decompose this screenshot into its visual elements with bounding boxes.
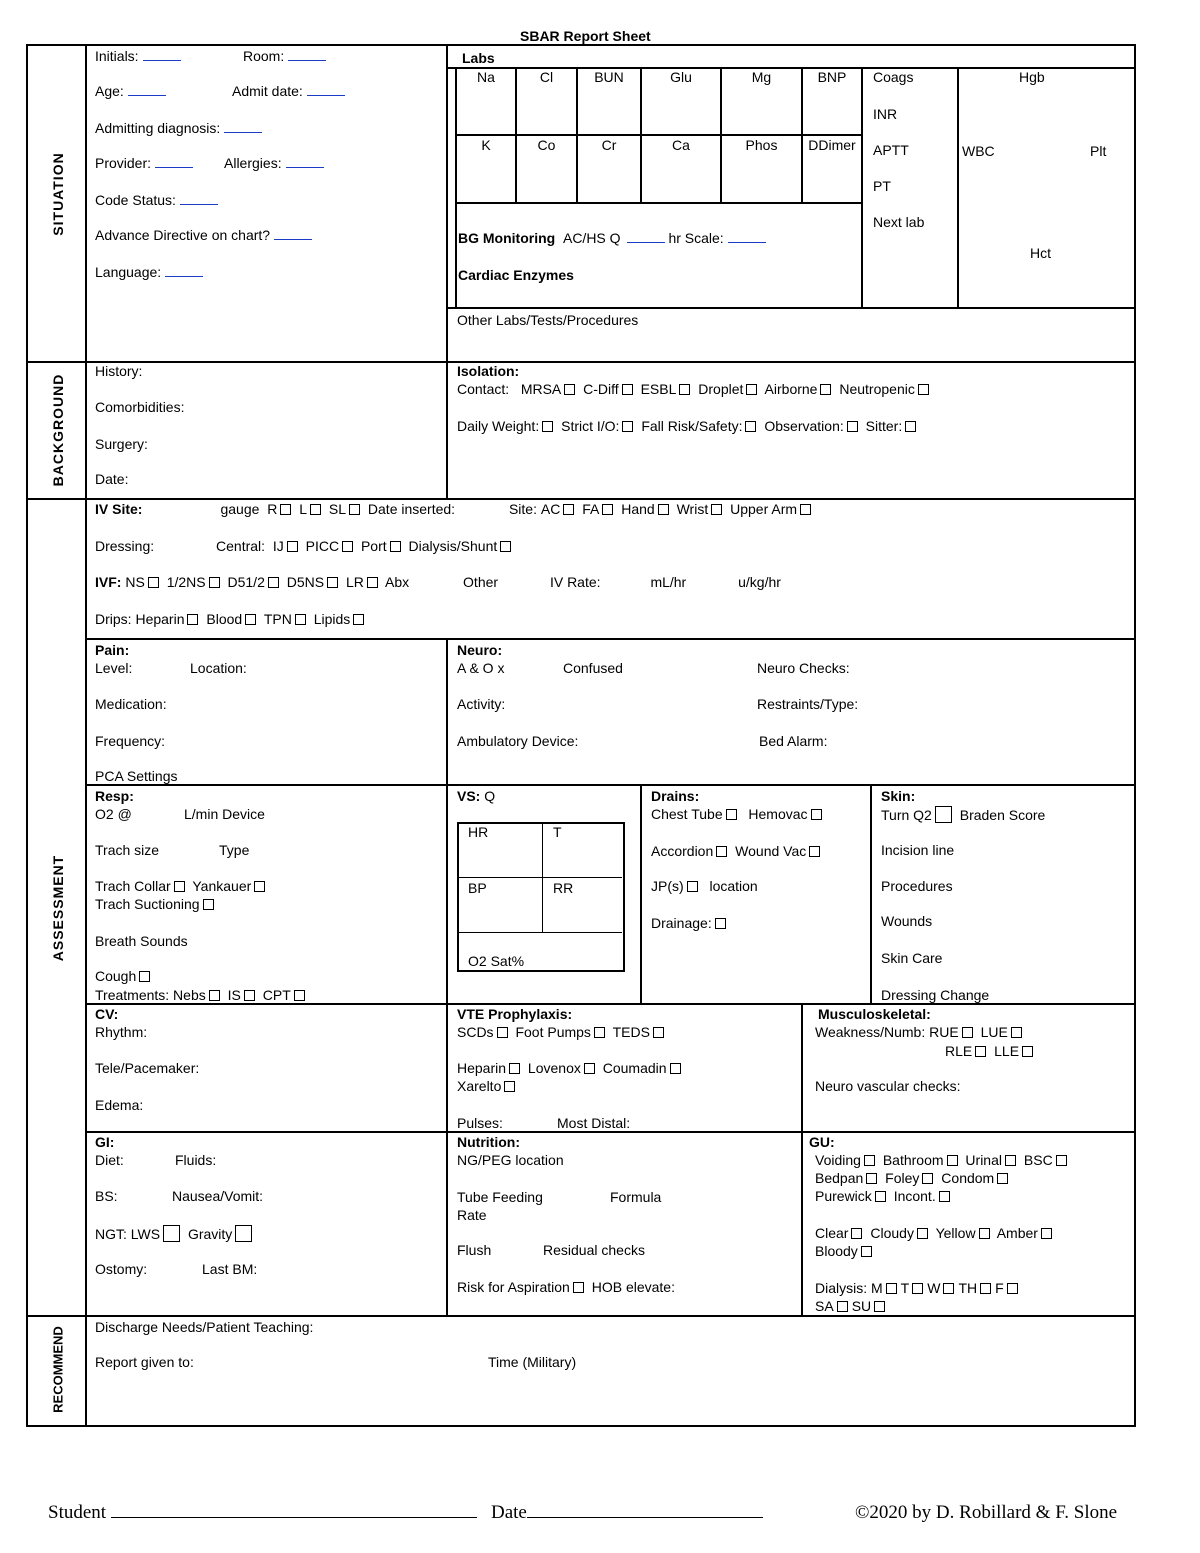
gu-row1: Voiding Bathroom Urinal BSC	[815, 1152, 1071, 1168]
checkbox[interactable]	[327, 577, 338, 588]
vte-title: VTE Prophylaxis:	[457, 1006, 573, 1022]
checkbox[interactable]	[1041, 1228, 1052, 1239]
cv-title: CV:	[95, 1006, 119, 1022]
lab-co: Co	[537, 137, 556, 153]
checkbox[interactable]	[245, 614, 256, 625]
care-row: Daily Weight: Strict I/O: Fall Risk/Safety: Observation: Sitter:	[457, 418, 920, 434]
lab-pt: PT	[873, 178, 891, 194]
checkbox[interactable]	[886, 1283, 897, 1294]
pain-location: Location:	[190, 660, 247, 676]
resp-collar-row: Trach Collar Yankauer	[95, 878, 269, 894]
checkbox[interactable]	[866, 1173, 877, 1184]
admit-date-field[interactable]: Admit date:	[232, 83, 345, 99]
cardiac-enzymes: Cardiac Enzymes	[458, 267, 574, 283]
vs-rr: RR	[553, 880, 574, 896]
lab-mg: Mg	[751, 69, 772, 85]
lab-ddimer: DDimer	[808, 137, 856, 153]
vte-pulses: Pulses:	[457, 1115, 503, 1131]
vs-bp: BP	[468, 880, 487, 896]
checkbox[interactable]	[174, 881, 185, 892]
comorbidities-label: Comorbidities:	[95, 399, 185, 415]
checkbox[interactable]	[573, 1282, 584, 1293]
gu-row2: Bedpan Foley Condom	[815, 1170, 1012, 1186]
checkbox[interactable]	[809, 846, 820, 857]
gi-bs: BS:	[95, 1188, 118, 1204]
section-label-assessment: ASSESSMENT	[50, 854, 66, 962]
checkbox[interactable]	[847, 421, 858, 432]
musculo-nv-checks: Neuro vascular checks:	[815, 1078, 961, 1094]
checkbox[interactable]	[837, 1301, 848, 1312]
gi-fluids: Fluids:	[175, 1152, 217, 1168]
drains-title: Drains:	[651, 788, 700, 804]
student-field[interactable]: Student	[48, 1502, 477, 1524]
checkbox[interactable]	[367, 577, 378, 588]
gu-row7: SA SU	[815, 1298, 889, 1314]
pain-level: Level:	[95, 660, 133, 676]
neuro-bed-alarm: Bed Alarm:	[759, 733, 828, 749]
checkbox[interactable]	[1011, 1027, 1022, 1038]
gi-last-bm: Last BM:	[202, 1261, 258, 1277]
gi-title: GI:	[95, 1134, 115, 1150]
skin-incision: Incision line	[881, 842, 955, 858]
checkbox[interactable]	[745, 421, 756, 432]
lab-aptt: APTT	[873, 142, 909, 158]
checkbox[interactable]	[912, 1283, 923, 1294]
nutrition-title: Nutrition:	[457, 1134, 520, 1150]
nutrition-formula: Formula	[610, 1189, 662, 1205]
date-field[interactable]: Date	[491, 1502, 763, 1524]
lab-phos: Phos	[745, 137, 778, 153]
musculo-row1: Weakness/Numb: RUE LUE	[815, 1024, 1026, 1040]
checkbox[interactable]	[504, 1081, 515, 1092]
checkbox[interactable]	[811, 809, 822, 820]
vte-most-distal: Most Distal:	[557, 1115, 631, 1131]
skin-care: Skin Care	[881, 950, 943, 966]
vte-row2: Heparin Lovenox Coumadin	[457, 1060, 685, 1076]
dressing-row: Dressing: Central: IJ PICC Port Dialysis/Shunt	[95, 538, 515, 554]
report-given-to: Report given to:	[95, 1354, 194, 1370]
checkbox[interactable]	[563, 504, 574, 515]
drains-row3: JP(s) location	[651, 878, 758, 894]
checkbox[interactable]	[875, 1191, 886, 1202]
checkbox[interactable]	[711, 504, 722, 515]
isolation-row: Contact: MRSA C-Diff ESBL Droplet Airborne Neutropenic	[457, 381, 933, 397]
section-label-situation: SITUATION	[50, 152, 66, 236]
iv-site-row: IV Site: gauge R L SL Date inserted: Site: AC FA Hand Wrist Upper Arm	[95, 501, 815, 517]
checkbox[interactable]	[820, 384, 831, 395]
pain-frequency: Frequency:	[95, 733, 166, 749]
neuro-checks: Neuro Checks:	[757, 660, 850, 676]
checkbox[interactable]	[310, 504, 321, 515]
vs-box	[457, 822, 625, 972]
section-label-background: BACKGROUND	[50, 373, 66, 487]
checkbox[interactable]	[746, 384, 757, 395]
cv-rhythm: Rhythm:	[95, 1024, 148, 1040]
checkbox[interactable]	[670, 1063, 681, 1074]
labs-title: Labs	[462, 50, 495, 66]
checkbox[interactable]	[209, 577, 220, 588]
gu-row4: Clear Cloudy Yellow Amber	[815, 1225, 1056, 1241]
checkbox[interactable]	[349, 504, 360, 515]
checkbox[interactable]	[203, 899, 214, 910]
checkbox[interactable]	[1005, 1155, 1016, 1166]
other-labs: Other Labs/Tests/Procedures	[457, 312, 639, 328]
checkbox[interactable]	[917, 1228, 928, 1239]
vte-row3: Xarelto	[457, 1078, 519, 1094]
checkbox[interactable]	[918, 384, 929, 395]
checkbox[interactable]	[874, 1301, 885, 1312]
gi-nausea: Nausea/Vomit:	[172, 1188, 264, 1204]
code-status-field[interactable]: Code Status:	[95, 192, 218, 208]
gi-ostomy: Ostomy:	[95, 1261, 148, 1277]
checkbox[interactable]	[209, 990, 220, 1001]
neuro-title: Neuro:	[457, 642, 503, 658]
checkbox[interactable]	[979, 1228, 990, 1239]
resp-lmin: L/min Device	[184, 806, 265, 822]
checkbox[interactable]	[658, 504, 669, 515]
gu-title: GU:	[809, 1134, 835, 1150]
checkbox[interactable]	[1007, 1283, 1018, 1294]
lab-glu: Glu	[670, 69, 692, 85]
musculo-row2: RLE LLE	[945, 1043, 1037, 1059]
initials-field[interactable]: Initials:	[95, 48, 181, 64]
drains-row4: Drainage:	[651, 915, 730, 931]
checkbox[interactable]	[905, 421, 916, 432]
checkbox[interactable]	[390, 541, 401, 552]
lab-ca: Ca	[672, 137, 690, 153]
resp-breath-sounds: Breath Sounds	[95, 933, 188, 949]
checkbox[interactable]	[342, 541, 353, 552]
checkbox[interactable]	[922, 1173, 933, 1184]
vte-row1: SCDs Foot Pumps TEDS	[457, 1024, 668, 1040]
skin-procedures: Procedures	[881, 878, 953, 894]
checkbox[interactable]	[622, 384, 633, 395]
checkbox[interactable]	[962, 1027, 973, 1038]
checkbox[interactable]	[726, 809, 737, 820]
lab-k: K	[481, 137, 491, 153]
checkbox[interactable]	[715, 918, 726, 929]
lab-cr: Cr	[601, 137, 617, 153]
allergies-field[interactable]: Allergies:	[224, 155, 324, 171]
checkbox[interactable]	[653, 1027, 664, 1038]
date-label: Date:	[95, 471, 129, 487]
age-field[interactable]: Age:	[95, 83, 166, 99]
nutrition-ngpeg: NG/PEG location	[457, 1152, 564, 1168]
checkbox[interactable]	[1022, 1046, 1033, 1057]
checkbox[interactable]	[280, 504, 291, 515]
lab-na: Na	[477, 69, 495, 85]
language-field[interactable]: Language:	[95, 264, 203, 280]
resp-cough-row: Cough	[95, 968, 154, 984]
checkbox[interactable]	[622, 421, 633, 432]
section-label-recommend: RECOMMEND	[50, 1326, 66, 1413]
resp-suction-row: Trach Suctioning	[95, 896, 218, 912]
checkbox[interactable]	[353, 614, 364, 625]
lab-inr: INR	[873, 106, 898, 122]
provider-field[interactable]: Provider:	[95, 155, 193, 171]
neuro-aox: A & O x	[457, 660, 505, 676]
checkbox[interactable]	[980, 1283, 991, 1294]
resp-o2: O2 @	[95, 806, 132, 822]
lab-coags: Coags	[873, 69, 914, 85]
resp-trach-size: Trach size	[95, 842, 160, 858]
checkbox[interactable]	[187, 614, 198, 625]
isolation-title: Isolation:	[457, 363, 520, 379]
checkbox[interactable]	[244, 990, 255, 1001]
bg-monitoring[interactable]: BG Monitoring AC/HS Q hr Scale:	[458, 230, 766, 246]
musculo-title: Musculoskeletal:	[818, 1006, 931, 1022]
checkbox[interactable]	[861, 1246, 872, 1257]
checkbox[interactable]	[1056, 1155, 1067, 1166]
checkbox[interactable]	[148, 577, 159, 588]
checkbox[interactable]	[939, 1191, 950, 1202]
checkbox[interactable]	[800, 504, 811, 515]
checkbox[interactable]	[679, 384, 690, 395]
pain-medication: Medication:	[95, 696, 167, 712]
report-time: Time (Military)	[488, 1354, 577, 1370]
checkbox[interactable]	[235, 1225, 252, 1242]
skin-wounds: Wounds	[881, 913, 933, 929]
pca-settings: PCA Settings	[95, 768, 178, 784]
gu-row3: Purewick Incont.	[815, 1188, 954, 1204]
lab-wbc: WBC	[962, 143, 995, 159]
room-field[interactable]: Room:	[243, 48, 326, 64]
checkbox[interactable]	[943, 1283, 954, 1294]
nutrition-risk-row: Risk for Aspiration HOB elevate:	[457, 1279, 675, 1295]
checkbox[interactable]	[139, 971, 150, 982]
checkbox[interactable]	[947, 1155, 958, 1166]
nutrition-rate: Rate	[457, 1207, 487, 1223]
checkbox[interactable]	[975, 1046, 986, 1057]
vs-title: VS: Q	[457, 788, 496, 804]
checkbox[interactable]	[287, 541, 298, 552]
vs-t: T	[553, 824, 562, 840]
checkbox[interactable]	[687, 881, 698, 892]
checkbox[interactable]	[294, 990, 305, 1001]
lab-bun: BUN	[594, 69, 624, 85]
neuro-restraints: Restraints/Type:	[757, 696, 859, 712]
drains-row1: Chest Tube Hemovac	[651, 806, 826, 822]
nutrition-residual: Residual checks	[543, 1242, 645, 1258]
nutrition-tube-feeding: Tube Feeding	[457, 1189, 543, 1205]
lab-hgb: Hgb	[1019, 69, 1045, 85]
gi-diet: Diet:	[95, 1152, 124, 1168]
checkbox[interactable]	[594, 1027, 605, 1038]
vs-hr: HR	[468, 824, 489, 840]
checkbox[interactable]	[864, 1155, 875, 1166]
checkbox[interactable]	[254, 881, 265, 892]
checkbox[interactable]	[500, 541, 511, 552]
neuro-activity: Activity:	[457, 696, 506, 712]
skin-turn-row: Turn Q2 Braden Score	[881, 807, 1046, 823]
lab-bnp: BNP	[817, 69, 847, 85]
ivf-row: IVF: NS 1/2NS D51/2 D5NS LR Abx Other IV Rate: mL/hr u/kg/hr	[95, 574, 781, 590]
checkbox[interactable]	[163, 1225, 180, 1242]
lab-plt: Plt	[1090, 143, 1107, 159]
cv-tele: Tele/Pacemaker:	[95, 1060, 200, 1076]
lab-hct: Hct	[1030, 245, 1051, 261]
gi-ngt-row: NGT: LWS Gravity	[95, 1225, 256, 1242]
nutrition-flush: Flush	[457, 1242, 492, 1258]
page-title: SBAR Report Sheet	[520, 28, 651, 44]
cv-edema: Edema:	[95, 1097, 144, 1113]
checkbox[interactable]	[716, 846, 727, 857]
resp-type: Type	[219, 842, 250, 858]
lab-next: Next lab	[873, 214, 925, 230]
drains-row2: Accordion Wound Vac	[651, 843, 824, 859]
discharge-needs: Discharge Needs/Patient Teaching:	[95, 1319, 314, 1335]
surgery-label: Surgery:	[95, 436, 148, 452]
checkbox[interactable]	[497, 1027, 508, 1038]
checkbox[interactable]	[564, 384, 575, 395]
checkbox[interactable]	[935, 806, 952, 823]
admitting-diagnosis-field[interactable]: Admitting diagnosis:	[95, 120, 262, 136]
copyright: ©2020 by D. Robillard & F. Slone	[855, 1502, 1118, 1523]
checkbox[interactable]	[509, 1063, 520, 1074]
lab-cl: Cl	[539, 69, 554, 85]
resp-treatments-row: Treatments: Nebs IS CPT	[95, 987, 309, 1003]
gu-row6: Dialysis: M T W TH F	[815, 1280, 1022, 1296]
checkbox[interactable]	[584, 1063, 595, 1074]
neuro-ambulatory: Ambulatory Device:	[457, 733, 579, 749]
checkbox[interactable]	[851, 1228, 862, 1239]
history-label: History:	[95, 363, 143, 379]
skin-title: Skin:	[881, 788, 916, 804]
advance-directive-field[interactable]: Advance Directive on chart?	[95, 227, 312, 243]
pain-title: Pain:	[95, 642, 130, 658]
resp-title: Resp:	[95, 788, 134, 804]
skin-dressing-change: Dressing Change	[881, 987, 990, 1003]
checkbox[interactable]	[602, 504, 613, 515]
checkbox[interactable]	[295, 614, 306, 625]
checkbox[interactable]	[268, 577, 279, 588]
checkbox[interactable]	[542, 421, 553, 432]
gu-row5: Bloody	[815, 1243, 876, 1259]
neuro-confused: Confused	[563, 660, 623, 676]
checkbox[interactable]	[997, 1173, 1008, 1184]
vs-o2sat: O2 Sat%	[468, 953, 525, 969]
drips-row: Drips: Heparin Blood TPN Lipids	[95, 611, 368, 627]
